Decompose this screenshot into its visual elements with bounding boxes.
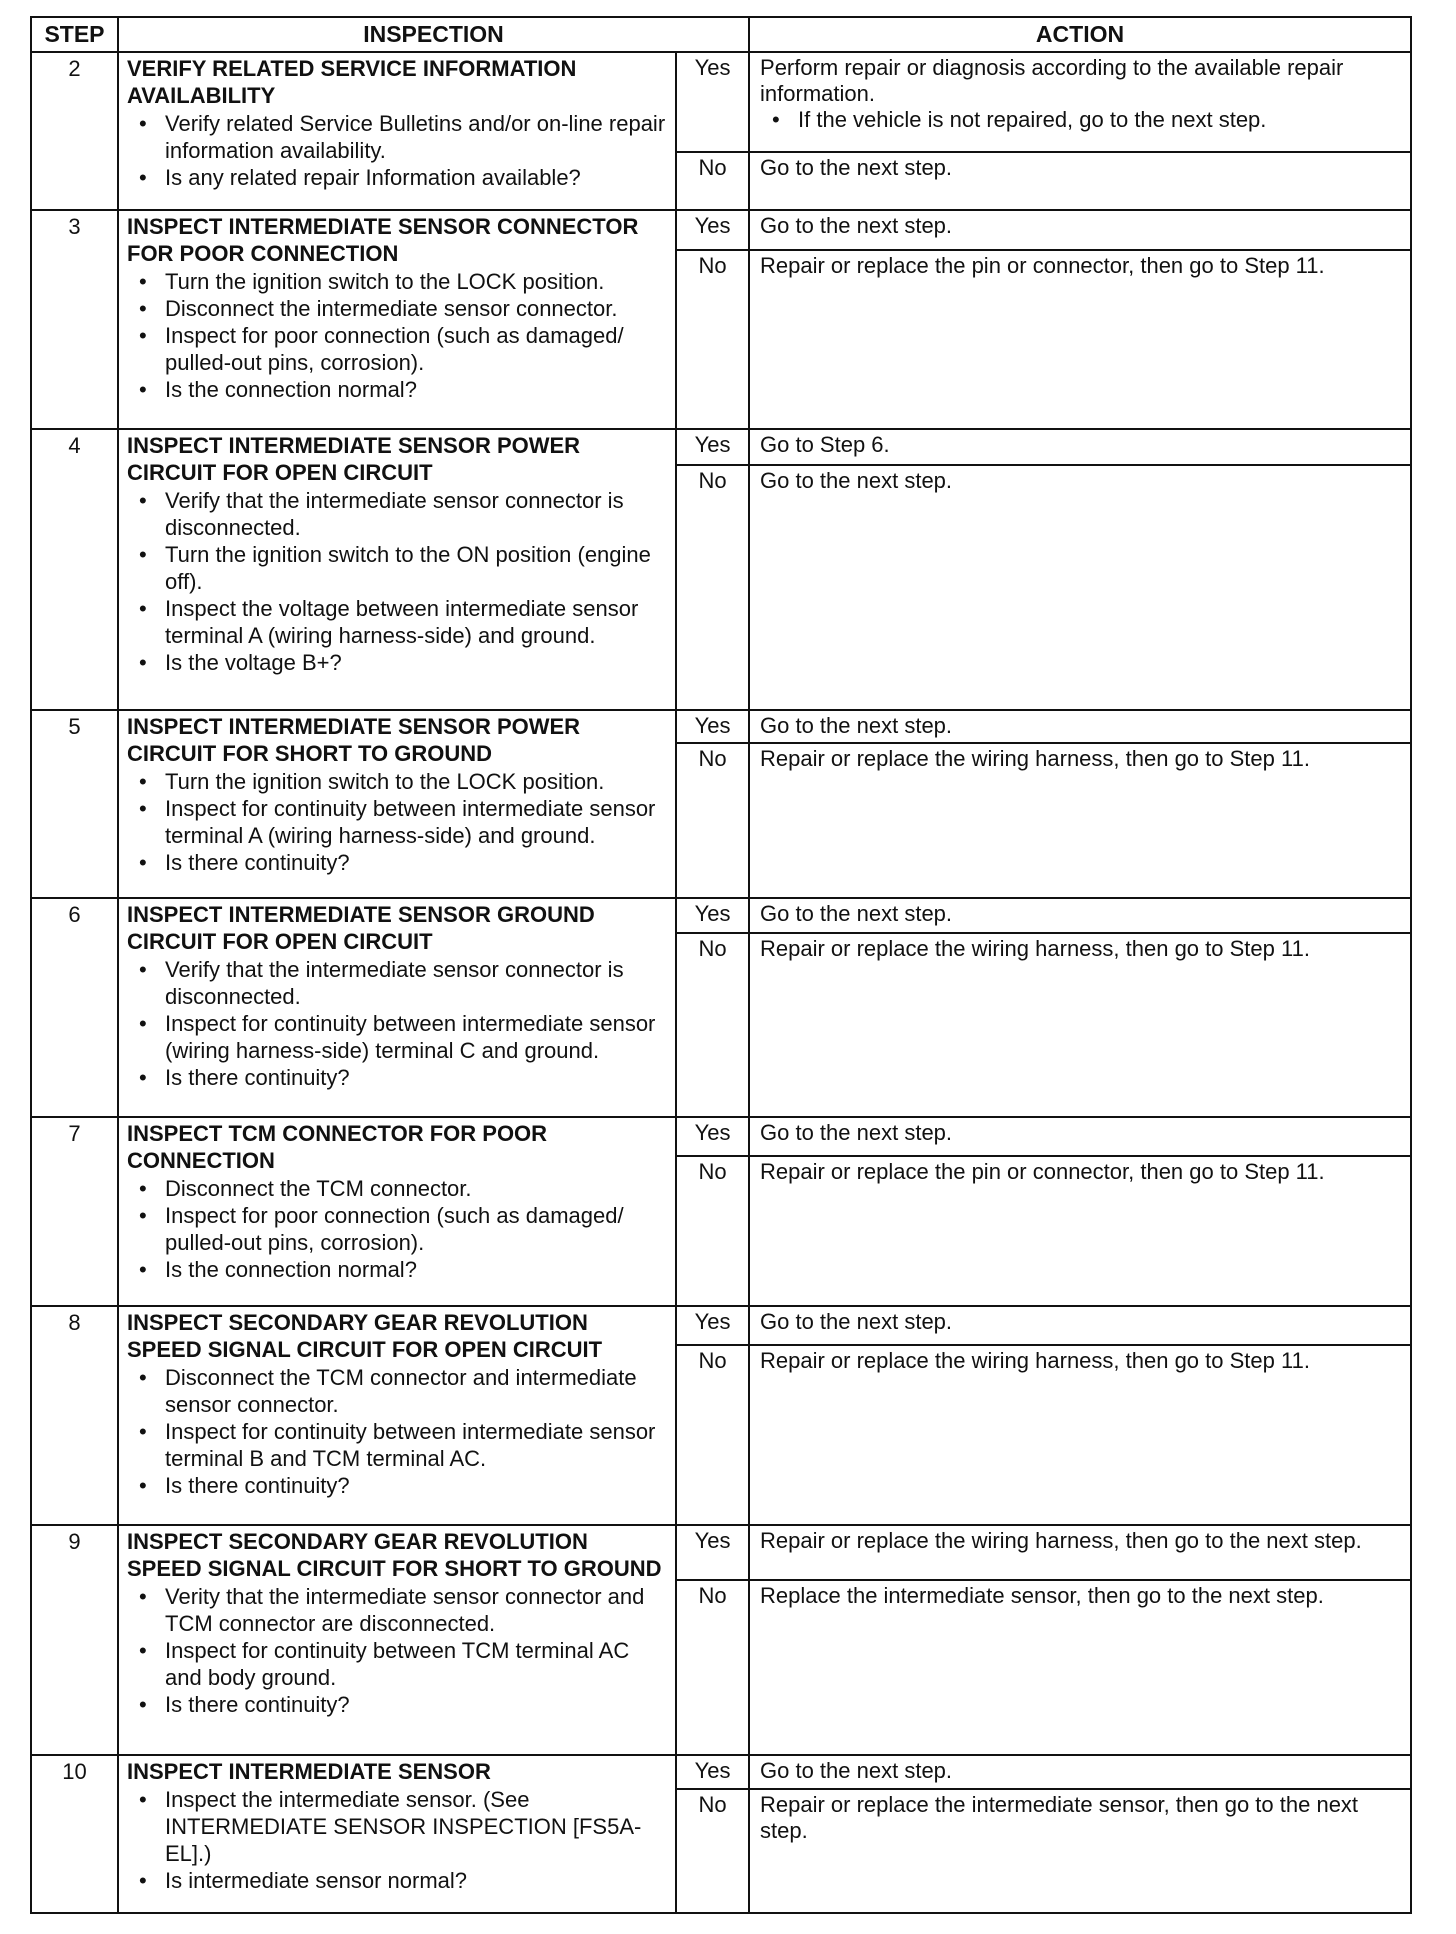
yes-label: Yes <box>676 1525 749 1579</box>
inspection-bullet: • Is the connection normal? <box>165 376 667 403</box>
inspection-title: INSPECT SECONDARY GEAR REVOLUTION SPEED SIGNAL CIRCUIT FOR OPEN CIRCUIT <box>127 1310 603 1363</box>
step-row-yes <box>31 1755 1411 1790</box>
no-action-cell <box>749 1156 1411 1306</box>
no-label: No <box>676 1580 749 1755</box>
yes-action-cell <box>749 1755 1411 1790</box>
yes-action-cell <box>749 1117 1411 1156</box>
step-row-yes <box>31 210 1411 249</box>
inspection-bullet-list <box>127 1583 667 1718</box>
inspection-title: INSPECT INTERMEDIATE SENSOR POWER CIRCUIT FOR OPEN CIRCUIT <box>127 433 581 486</box>
inspection-bullet: • Inspect for poor connection (such as damaged/ pulled-out pins, corrosion). <box>165 1202 667 1256</box>
inspection-column-header: INSPECTION <box>118 17 749 52</box>
inspection-bullet: • Is there continuity? <box>165 1691 667 1718</box>
step-number: 8 <box>31 1306 118 1525</box>
no-action-text: Go to the next step. <box>760 154 953 180</box>
inspection-bullet-list <box>127 487 667 676</box>
diagnostic-procedure-table <box>30 16 1412 1914</box>
inspection-cell <box>118 710 676 899</box>
no-label: No <box>676 933 749 1118</box>
yes-action-cell <box>749 1525 1411 1579</box>
yes-label: Yes <box>676 210 749 249</box>
yes-action-cell <box>749 898 1411 933</box>
no-action-text: Replace the intermediate sensor, then go to the next step. <box>760 1582 1324 1608</box>
yes-action-cell <box>749 52 1411 152</box>
yes-label: Yes <box>676 1117 749 1156</box>
inspection-bullet: • Verify that the intermediate sensor connector is disconnected. <box>165 956 667 1010</box>
inspection-bullet: • Verify that the intermediate sensor connector is disconnected. <box>165 487 667 541</box>
yes-action-text: Go to the next step. <box>760 712 953 738</box>
inspection-cell <box>118 1525 676 1754</box>
step-row-yes <box>31 52 1411 152</box>
table-header-row <box>31 17 1411 52</box>
step-number: 2 <box>31 52 118 210</box>
inspection-bullet: • Inspect for continuity between intermediate sensor terminal A (wiring harness-side) and ground. <box>165 795 667 849</box>
yes-label: Yes <box>676 1306 749 1345</box>
no-action-cell <box>749 250 1411 430</box>
inspection-bullet: • Verity that the intermediate sensor connector and TCM connector are disconnected. <box>165 1583 667 1637</box>
inspection-bullet: • Is any related repair Information available? <box>165 164 667 191</box>
inspection-bullet-list <box>127 1175 667 1283</box>
yes-action-text: Repair or replace the wiring harness, then go to the next step. <box>760 1528 1362 1554</box>
inspection-bullet: • Turn the ignition switch to the ON position (engine off). <box>165 541 667 595</box>
yes-action-text: Go to Step 6. <box>760 432 890 458</box>
step-row-yes <box>31 1525 1411 1579</box>
no-label: No <box>676 743 749 898</box>
inspection-cell <box>118 1755 676 1913</box>
step-row-yes <box>31 898 1411 933</box>
yes-label: Yes <box>676 1755 749 1790</box>
yes-action-sub-bullet: • If the vehicle is not repaired, go to the next step. <box>798 107 1400 133</box>
inspection-bullet: • Inspect for poor connection (such as damaged/ pulled-out pins, corrosion). <box>165 322 667 376</box>
inspection-bullet: • Inspect for continuity between intermediate sensor terminal B and TCM terminal AC. <box>165 1418 667 1472</box>
inspection-cell <box>118 898 676 1117</box>
inspection-bullet: • Verify related Service Bulletins and/or on-line repair information availability. <box>165 110 667 164</box>
inspection-bullet: • Inspect for continuity between TCM terminal AC and body ground. <box>165 1637 667 1691</box>
inspection-bullet-list <box>127 956 667 1091</box>
yes-label: Yes <box>676 898 749 933</box>
inspection-bullet: • Is there continuity? <box>165 1472 667 1499</box>
no-action-cell <box>749 1789 1411 1913</box>
action-column-header: ACTION <box>749 17 1411 52</box>
no-action-cell <box>749 743 1411 898</box>
yes-action-text: Perform repair or diagnosis according to the available repair information. <box>760 55 1344 106</box>
yes-action-cell <box>749 1306 1411 1345</box>
yes-action-text: Go to the next step. <box>760 1757 953 1783</box>
no-action-cell <box>749 1580 1411 1755</box>
yes-action-cell <box>749 429 1411 465</box>
yes-action-text: Go to the next step. <box>760 901 953 927</box>
inspection-bullet: • Disconnect the intermediate sensor connector. <box>165 295 667 322</box>
no-label: No <box>676 1789 749 1913</box>
no-action-text: Go to the next step. <box>760 468 953 494</box>
step-row-yes <box>31 710 1411 744</box>
inspection-bullet: • Turn the ignition switch to the LOCK position. <box>165 768 667 795</box>
yes-action-text: Go to the next step. <box>760 1120 953 1146</box>
inspection-bullet: • Inspect the voltage between intermediate sensor terminal A (wiring harness-side) and ground. <box>165 595 667 649</box>
step-number: 5 <box>31 710 118 899</box>
inspection-title: INSPECT INTERMEDIATE SENSOR CONNECTOR FOR POOR CONNECTION <box>127 214 639 267</box>
step-number: 7 <box>31 1117 118 1306</box>
inspection-title: INSPECT TCM CONNECTOR FOR POOR CONNECTION <box>127 1121 548 1174</box>
inspection-cell <box>118 210 676 429</box>
inspection-bullet: • Disconnect the TCM connector and intermediate sensor connector. <box>165 1364 667 1418</box>
yes-action-cell <box>749 210 1411 249</box>
inspection-cell <box>118 52 676 210</box>
no-label: No <box>676 250 749 430</box>
inspection-bullet-list <box>127 1364 667 1499</box>
inspection-bullet: • Is the connection normal? <box>165 1256 667 1283</box>
no-label: No <box>676 1345 749 1525</box>
no-action-cell <box>749 1345 1411 1525</box>
no-label: No <box>676 1156 749 1306</box>
yes-label: Yes <box>676 52 749 152</box>
inspection-bullet-list <box>127 268 667 403</box>
inspection-bullet: • Turn the ignition switch to the LOCK position. <box>165 268 667 295</box>
step-number: 4 <box>31 429 118 709</box>
no-action-text: Repair or replace the intermediate sensor, then go to the next step. <box>760 1792 1359 1844</box>
step-number: 6 <box>31 898 118 1117</box>
no-action-text: Repair or replace the pin or connector, then go to Step 11. <box>760 252 1325 278</box>
step-row-yes <box>31 1117 1411 1156</box>
no-action-text: Repair or replace the wiring harness, then go to Step 11. <box>760 935 1310 961</box>
inspection-bullet: • Inspect the intermediate sensor. (See INTERMEDIATE SENSOR INSPECTION [FS5A-EL].) <box>165 1786 667 1867</box>
step-number: 10 <box>31 1755 118 1913</box>
inspection-cell <box>118 1117 676 1306</box>
yes-action-text: Go to the next step. <box>760 213 953 239</box>
inspection-bullet-list <box>127 1786 667 1894</box>
inspection-bullet: • Is there continuity? <box>165 1064 667 1091</box>
no-action-cell <box>749 465 1411 709</box>
inspection-bullet: • Is there continuity? <box>165 849 667 876</box>
inspection-title: INSPECT SECONDARY GEAR REVOLUTION SPEED SIGNAL CIRCUIT FOR SHORT TO GROUND <box>127 1529 662 1582</box>
inspection-cell <box>118 429 676 709</box>
inspection-bullet: • Disconnect the TCM connector. <box>165 1175 667 1202</box>
step-row-yes <box>31 429 1411 465</box>
no-action-cell <box>749 933 1411 1118</box>
no-label: No <box>676 152 749 210</box>
inspection-title: INSPECT INTERMEDIATE SENSOR GROUND CIRCUIT FOR OPEN CIRCUIT <box>127 902 595 955</box>
inspection-bullet: • Is intermediate sensor normal? <box>165 1867 667 1894</box>
table-body <box>31 52 1411 1913</box>
yes-action-text: Go to the next step. <box>760 1309 953 1335</box>
yes-action-cell <box>749 710 1411 744</box>
inspection-title: INSPECT INTERMEDIATE SENSOR POWER CIRCUIT FOR SHORT TO GROUND <box>127 713 581 766</box>
no-label: No <box>676 465 749 709</box>
yes-label: Yes <box>676 710 749 744</box>
no-action-text: Repair or replace the wiring harness, then go to Step 11. <box>760 1348 1310 1374</box>
step-column-header: STEP <box>31 17 118 52</box>
inspection-bullet: • Inspect for continuity between intermediate sensor (wiring harness-side) terminal C and ground. <box>165 1010 667 1064</box>
no-action-text: Repair or replace the wiring harness, then go to Step 11. <box>760 746 1310 772</box>
no-action-cell <box>749 152 1411 210</box>
inspection-cell <box>118 1306 676 1525</box>
step-row-yes <box>31 1306 1411 1345</box>
yes-action-sub-list <box>760 107 1400 133</box>
yes-label: Yes <box>676 429 749 465</box>
inspection-bullet-list <box>127 768 667 876</box>
inspection-bullet: • Is the voltage B+? <box>165 649 667 676</box>
inspection-title: INSPECT INTERMEDIATE SENSOR <box>127 1758 491 1784</box>
no-action-text: Repair or replace the pin or connector, then go to Step 11. <box>760 1159 1325 1185</box>
step-number: 3 <box>31 210 118 429</box>
step-number: 9 <box>31 1525 118 1754</box>
inspection-bullet-list <box>127 110 667 191</box>
inspection-title: VERIFY RELATED SERVICE INFORMATION AVAILABILITY <box>127 56 577 108</box>
